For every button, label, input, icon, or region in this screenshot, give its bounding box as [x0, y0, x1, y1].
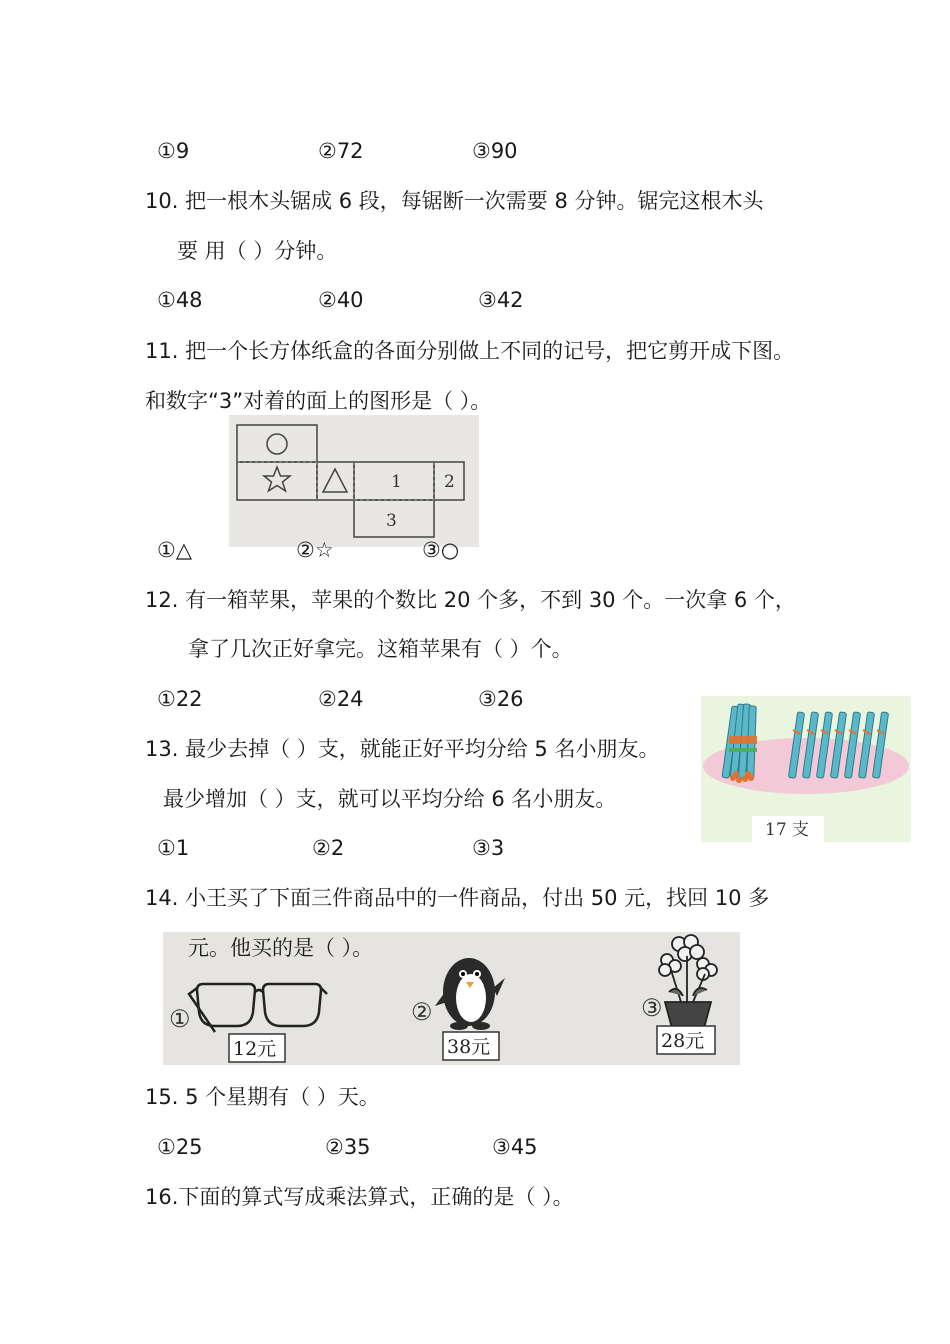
q10-stem-line1: 10. 把一根木头锯成 6 段，每锯断一次需要 8 分钟。锯完这根木头 [145, 189, 764, 213]
q10-option-1: ①48 [157, 288, 203, 312]
net-face-triangle [317, 462, 354, 500]
q13-option-3: ③3 [472, 836, 505, 860]
star-icon [264, 467, 290, 491]
pencil-count-label: 17 支 [765, 820, 810, 840]
q15-option-2: ②35 [325, 1135, 371, 1159]
q13-stem-line2: 最少增加（ ）支，就可以平均分给 6 名小朋友。 [163, 787, 617, 811]
net-label-1: 1 [391, 472, 402, 492]
q9-option-2: ②72 [318, 139, 364, 163]
product-mark-1: ① [169, 1005, 191, 1033]
product-price-2: 38元 [447, 1036, 491, 1058]
triangle-icon [323, 469, 347, 492]
product-mark-2: ② [411, 998, 433, 1026]
net-face-top [237, 425, 317, 462]
q15-option-3: ③45 [492, 1135, 538, 1159]
q15-stem: 15. 5 个星期有（ ）天。 [145, 1085, 380, 1109]
q14-stem-line1: 14. 小王买了下面三件商品中的一件商品，付出 50 元，找回 10 多 [145, 886, 770, 910]
q11-stem-line2: 和数字“3”对着的面上的图形是（ ）。 [145, 389, 492, 413]
q10-option-3: ③42 [478, 288, 524, 312]
penguin-icon [435, 958, 505, 1030]
pencil-bundle-icon [722, 704, 757, 783]
q12-option-1: ①22 [157, 687, 203, 711]
cube-net-svg [229, 415, 479, 547]
pencils-figure [701, 696, 911, 842]
q10-option-2: ②40 [318, 288, 364, 312]
q14-stem-line2: 元。他买的是（ ）。 [188, 936, 374, 960]
glasses-icon [189, 984, 327, 1032]
product-price-3: 28元 [661, 1030, 705, 1052]
q13-stem-line1: 13. 最少去掉（ ）支，就能正好平均分给 5 名小朋友。 [145, 737, 660, 761]
q9-option-1: ①9 [157, 139, 190, 163]
q11-stem-line1: 11. 把一个长方体纸盒的各面分别做上不同的记号，把它剪开成下图。 [145, 339, 795, 363]
q12-stem-line1: 12. 有一箱苹果，苹果的个数比 20 个多，不到 30 个。一次拿 6 个， [145, 588, 796, 612]
net-label-3: 3 [386, 511, 397, 531]
q9-option-3: ③90 [472, 139, 518, 163]
q11-option-3: ③○ [422, 538, 460, 562]
q13-option-1: ①1 [157, 836, 190, 860]
cube-net-figure [229, 415, 479, 547]
pencils-svg [701, 696, 911, 842]
q12-option-2: ②24 [318, 687, 364, 711]
product-price-1: 12元 [233, 1038, 277, 1060]
q11-option-1: ①△ [157, 538, 192, 562]
q16-stem: 16.下面的算式写成乘法算式，正确的是（ ）。 [145, 1185, 574, 1209]
q11-option-2: ②☆ [296, 538, 334, 562]
q10-stem-line2: 要 用（ ）分钟。 [177, 239, 338, 263]
net-label-2: 2 [444, 472, 455, 492]
q15-option-1: ①25 [157, 1135, 203, 1159]
circle-icon [267, 434, 287, 454]
q12-stem-line2: 拿了几次正好拿完。这箱苹果有（ ）个。 [188, 637, 573, 661]
q13-option-2: ②2 [312, 836, 345, 860]
q12-option-3: ③26 [478, 687, 524, 711]
flowerpot-icon [659, 935, 717, 1032]
product-mark-3: ③ [641, 994, 663, 1022]
